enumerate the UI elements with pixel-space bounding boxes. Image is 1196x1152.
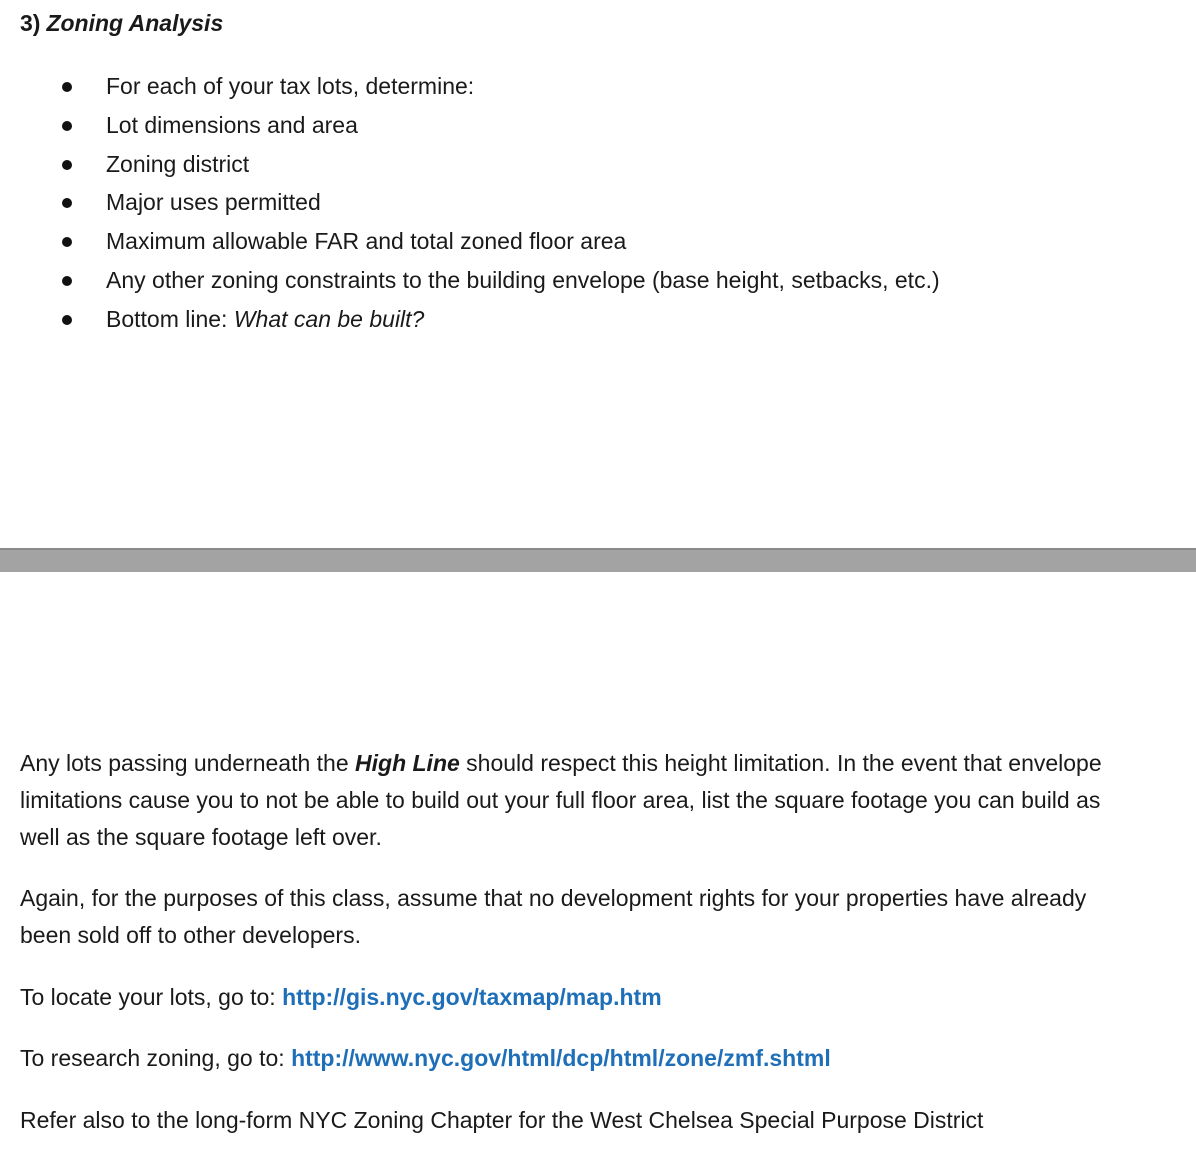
- list-item-text: Major uses permitted: [106, 189, 321, 216]
- research-zoning-paragraph: [20, 1040, 1140, 1077]
- refer-paragraph: Refer also to the long-form NYC Zoning Chapter for the West Chelsea Special Purpose District: [20, 1107, 984, 1133]
- taxmap-link[interactable]: http://gis.nyc.gov/taxmap/map.htm: [282, 984, 662, 1010]
- document-page-1: [0, 0, 1196, 548]
- list-item: [0, 264, 940, 303]
- bullet-icon: [62, 237, 72, 247]
- locate-lots-paragraph: [20, 979, 1140, 1016]
- bullet-list: [0, 70, 940, 342]
- development-rights-paragraph: Again, for the purposes of this class, assume that no development rights for your properties have already been sold off to other developers.: [20, 885, 1087, 948]
- high-line-text-before: Any lots passing underneath the: [20, 750, 356, 776]
- list-item-emphasis: What can be built?: [233, 305, 425, 332]
- page-break-divider: [0, 548, 1196, 572]
- list-item: [0, 70, 940, 109]
- locate-lots-label: To locate your lots, go to:: [20, 984, 283, 1010]
- zoning-link[interactable]: http://www.nyc.gov/html/dcp/html/zone/zmf.shtml: [291, 1045, 831, 1071]
- section-title: Zoning Analysis: [46, 10, 224, 36]
- list-item: [0, 109, 940, 148]
- bullet-icon: [62, 121, 72, 131]
- section-heading: [20, 8, 223, 38]
- list-item-text: Zoning district: [106, 150, 250, 177]
- bullet-icon: [62, 276, 72, 286]
- high-line-emphasis: High Line: [355, 750, 460, 776]
- high-line-paragraph: [20, 745, 1140, 856]
- research-zoning-label: To research zoning, go to:: [20, 1045, 292, 1071]
- list-item-text: Any other zoning constraints to the building envelope (base height, setbacks, etc.): [106, 266, 940, 293]
- list-item: [0, 148, 940, 187]
- bullet-icon: [62, 82, 72, 92]
- high-line-text-after: should respect this height limitation. In the event that envelope limitations cause you to not be able to build out your full floor area, list the square footage you can build as well as the square footage left over.: [20, 750, 1102, 850]
- list-item: [0, 186, 940, 225]
- list-item-text: For each of your tax lots, determine:: [106, 73, 475, 99]
- section-number: 3): [20, 10, 41, 36]
- list-item: [0, 303, 940, 342]
- list-item-text: Lot dimensions and area: [106, 111, 358, 138]
- list-item-prefix: Bottom line:: [106, 305, 234, 332]
- bullet-icon: [62, 198, 72, 208]
- list-item-text: Maximum allowable FAR and total zoned floor area: [106, 228, 627, 255]
- document-page-2: [0, 572, 1196, 1152]
- bullet-icon: [62, 315, 72, 325]
- bullet-icon: [62, 160, 72, 170]
- list-item: [0, 225, 940, 264]
